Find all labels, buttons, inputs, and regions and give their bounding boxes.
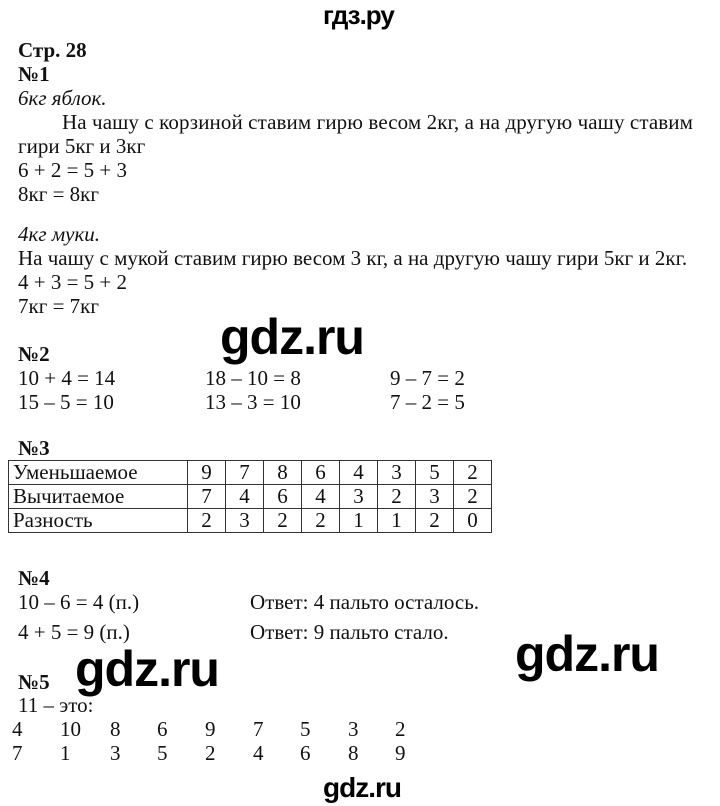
addend: 3 <box>348 717 359 741</box>
table-row <box>9 509 492 533</box>
task2-equation: 9 – 7 = 2 <box>390 366 465 390</box>
table-cell: 2 <box>302 509 340 533</box>
addend: 9 <box>205 717 216 741</box>
table-cell: 6 <box>302 461 340 485</box>
table-cell: 8 <box>264 461 302 485</box>
table-cell: 1 <box>378 509 416 533</box>
task2-equation: 18 – 10 = 8 <box>205 366 301 390</box>
task5-intro: 11 – это: <box>18 693 94 717</box>
addend: 1 <box>60 741 71 765</box>
task2-equation: 10 + 4 = 14 <box>18 366 116 390</box>
addend: 6 <box>157 717 168 741</box>
task1-a-line: 6 + 2 = 5 + 3 <box>18 158 128 182</box>
table-cell: 3 <box>226 509 264 533</box>
addend: 7 <box>253 717 264 741</box>
page-number: Стр. 28 <box>18 38 87 62</box>
task1-a-line: гири 5кг и 3кг <box>18 134 146 158</box>
task2-equation: 15 – 5 = 10 <box>18 390 114 414</box>
subtraction-table <box>8 460 492 533</box>
row-label: Вычитаемое <box>9 485 188 509</box>
task4-answer: Ответ: 9 пальто стало. <box>250 620 449 644</box>
table-cell: 5 <box>416 461 454 485</box>
watermark: gdz.ru <box>323 772 401 803</box>
task4-title: №4 <box>18 566 50 590</box>
task1-a-line: 8кг = 8кг <box>18 182 99 206</box>
addend: 2 <box>395 717 406 741</box>
table-cell: 7 <box>188 485 226 509</box>
row-label: Разность <box>9 509 188 533</box>
addend: 4 <box>253 741 264 765</box>
task1-b-line: 7кг = 7кг <box>18 294 99 318</box>
addend: 5 <box>157 741 168 765</box>
task3-title: №3 <box>18 436 50 460</box>
table-row <box>9 485 492 509</box>
table-cell: 4 <box>226 485 264 509</box>
addend: 3 <box>110 741 121 765</box>
watermark: gdz.ru <box>220 309 364 365</box>
task4-answer: Ответ: 4 пальто осталось. <box>250 590 480 614</box>
table-cell: 7 <box>226 461 264 485</box>
addend: 5 <box>300 717 311 741</box>
watermark: gdz.ru <box>75 641 219 697</box>
task2-equation: 13 – 3 = 10 <box>205 390 301 414</box>
addend: 7 <box>12 741 23 765</box>
table-cell: 2 <box>264 509 302 533</box>
watermark: gdz.ru <box>515 626 659 682</box>
site-header: гдз.ру <box>323 0 394 30</box>
table-cell: 1 <box>340 509 378 533</box>
table-cell: 4 <box>302 485 340 509</box>
addend: 10 <box>60 717 81 741</box>
task4-equation: 10 – 6 = 4 (п.) <box>18 590 140 614</box>
table-cell: 2 <box>454 461 492 485</box>
table-cell: 2 <box>188 509 226 533</box>
table-cell: 2 <box>416 509 454 533</box>
task1-a-line: На чашу с корзиной ставим гирю весом 2кг, а на другую чашу ставим <box>62 110 694 134</box>
addend: 2 <box>205 741 216 765</box>
table-cell: 6 <box>264 485 302 509</box>
table-cell: 4 <box>340 461 378 485</box>
addend: 4 <box>12 717 23 741</box>
task1-b-line: 4 + 3 = 5 + 2 <box>18 270 128 294</box>
task1-a-label: 6кг яблок. <box>18 86 107 110</box>
table-cell: 3 <box>340 485 378 509</box>
addend: 9 <box>395 741 406 765</box>
row-label: Уменьшаемое <box>9 461 188 485</box>
table-cell: 9 <box>188 461 226 485</box>
task5-title: №5 <box>18 670 50 694</box>
task4-equation: 4 + 5 = 9 (п.) <box>18 620 130 644</box>
task2-equation: 7 – 2 = 5 <box>390 390 465 414</box>
task1-title: №1 <box>18 62 50 86</box>
addend: 8 <box>110 717 121 741</box>
task1-b-line: На чашу с мукой ставим гирю весом 3 кг, а на другую чашу гири 5кг и 2кг. <box>18 246 688 270</box>
addend: 8 <box>348 741 359 765</box>
addend: 6 <box>300 741 311 765</box>
table-cell: 2 <box>454 485 492 509</box>
task1-b-label: 4кг муки. <box>18 222 101 246</box>
table-cell: 3 <box>416 485 454 509</box>
table-cell: 3 <box>378 461 416 485</box>
table-cell: 0 <box>454 509 492 533</box>
table-row <box>9 461 492 485</box>
task2-title: №2 <box>18 342 50 366</box>
table-cell: 2 <box>378 485 416 509</box>
